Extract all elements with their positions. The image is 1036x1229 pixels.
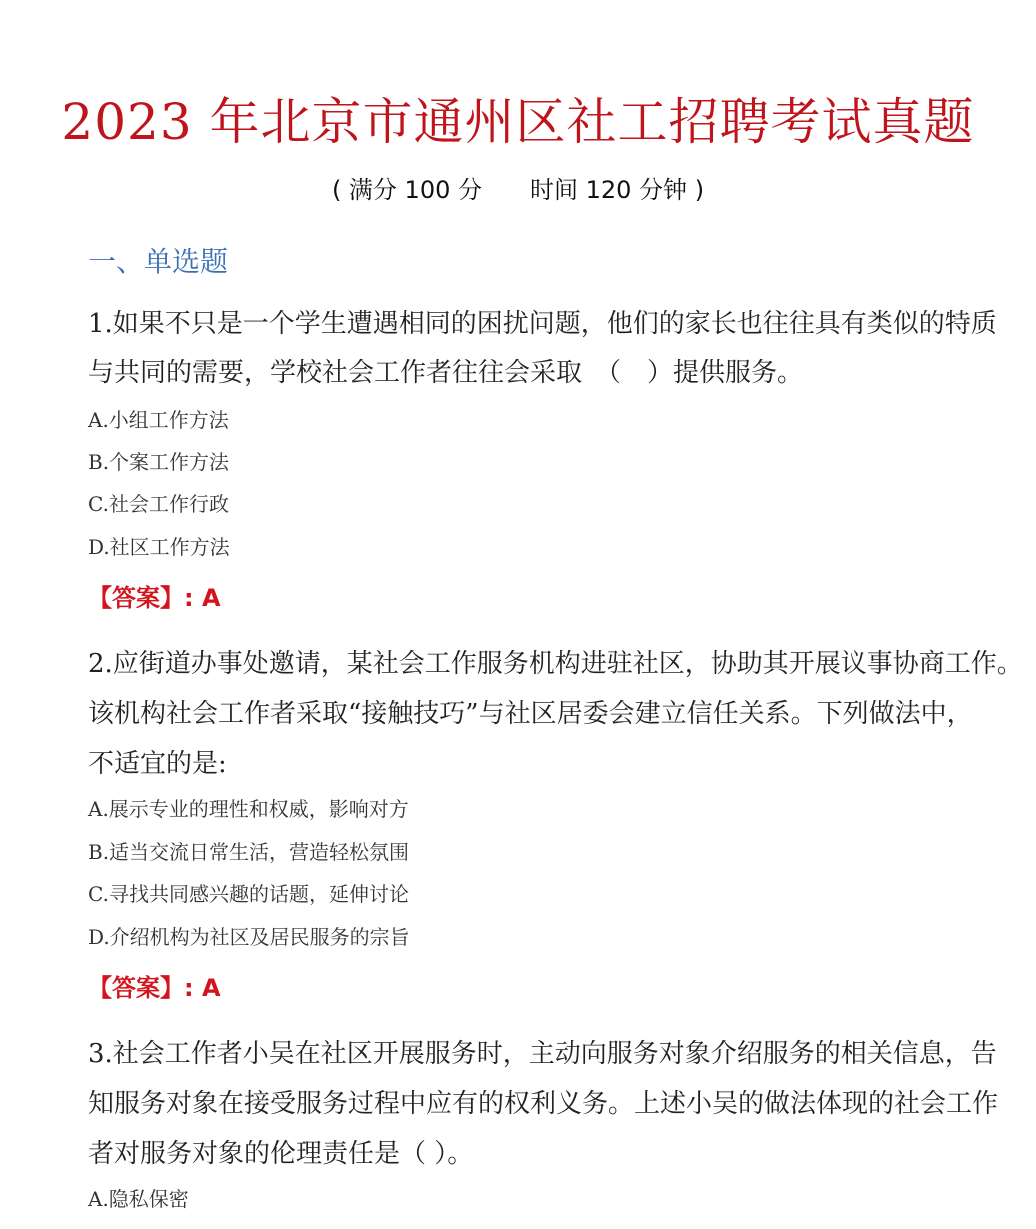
question-2-option-b: B.适当交流日常生活，营造轻松氛围 bbox=[88, 840, 410, 864]
question-1-option-d: D.社区工作方法 bbox=[88, 535, 230, 559]
section-heading: 一、单选题 bbox=[88, 245, 229, 278]
question-1-option-a: A.小组工作方法 bbox=[88, 408, 229, 432]
question-3-line-3: 者对服务对象的伦理责任是（ ）。 bbox=[88, 1139, 474, 1169]
question-2-answer: 【答案】: A bbox=[88, 974, 221, 1002]
question-3-option-a: A.隐私保密 bbox=[88, 1187, 189, 1211]
question-1-answer: 【答案】: A bbox=[88, 584, 221, 612]
exam-info: ( 满分 100 分 时间 120 分钟 ) bbox=[331, 176, 705, 204]
question-2-line-1: 2.应街道办事处邀请，某社会工作服务机构进驻社区，协助其开展议事协商工作。 bbox=[88, 649, 1023, 679]
question-2-option-a: A.展示专业的理性和权威，影响对方 bbox=[88, 797, 409, 821]
question-3-line-2: 知服务对象在接受服务过程中应有的权利义务。上述小吴的做法体现的社会工作 bbox=[88, 1089, 999, 1119]
question-2-line-2: 该机构社会工作者采取“接触技巧”与社区居委会建立信任关系。下列做法中， bbox=[88, 699, 973, 729]
question-1-option-b: B.个案工作方法 bbox=[88, 450, 230, 474]
question-2-line-3: 不适宜的是: bbox=[88, 749, 227, 779]
question-1-option-c: C.社会工作行政 bbox=[88, 492, 229, 516]
page-title: 2023 年北京市通州区社工招聘考试真题 bbox=[61, 93, 975, 151]
question-2-option-c: C.寻找共同感兴趣的话题，延伸讨论 bbox=[88, 882, 409, 906]
question-1-line-1: 1.如果不只是一个学生遭遇相同的困扰问题，他们的家长也往往具有类似的特质 bbox=[88, 309, 997, 339]
question-1-line-2: 与共同的需要，学校社会工作者往往会采取 （ ）提供服务。 bbox=[88, 358, 804, 388]
question-2-option-d: D.介绍机构为社区及居民服务的宗旨 bbox=[88, 925, 410, 949]
question-3-line-1: 3.社会工作者小吴在社区开展服务时，主动向服务对象介绍服务的相关信息，告 bbox=[88, 1039, 997, 1069]
